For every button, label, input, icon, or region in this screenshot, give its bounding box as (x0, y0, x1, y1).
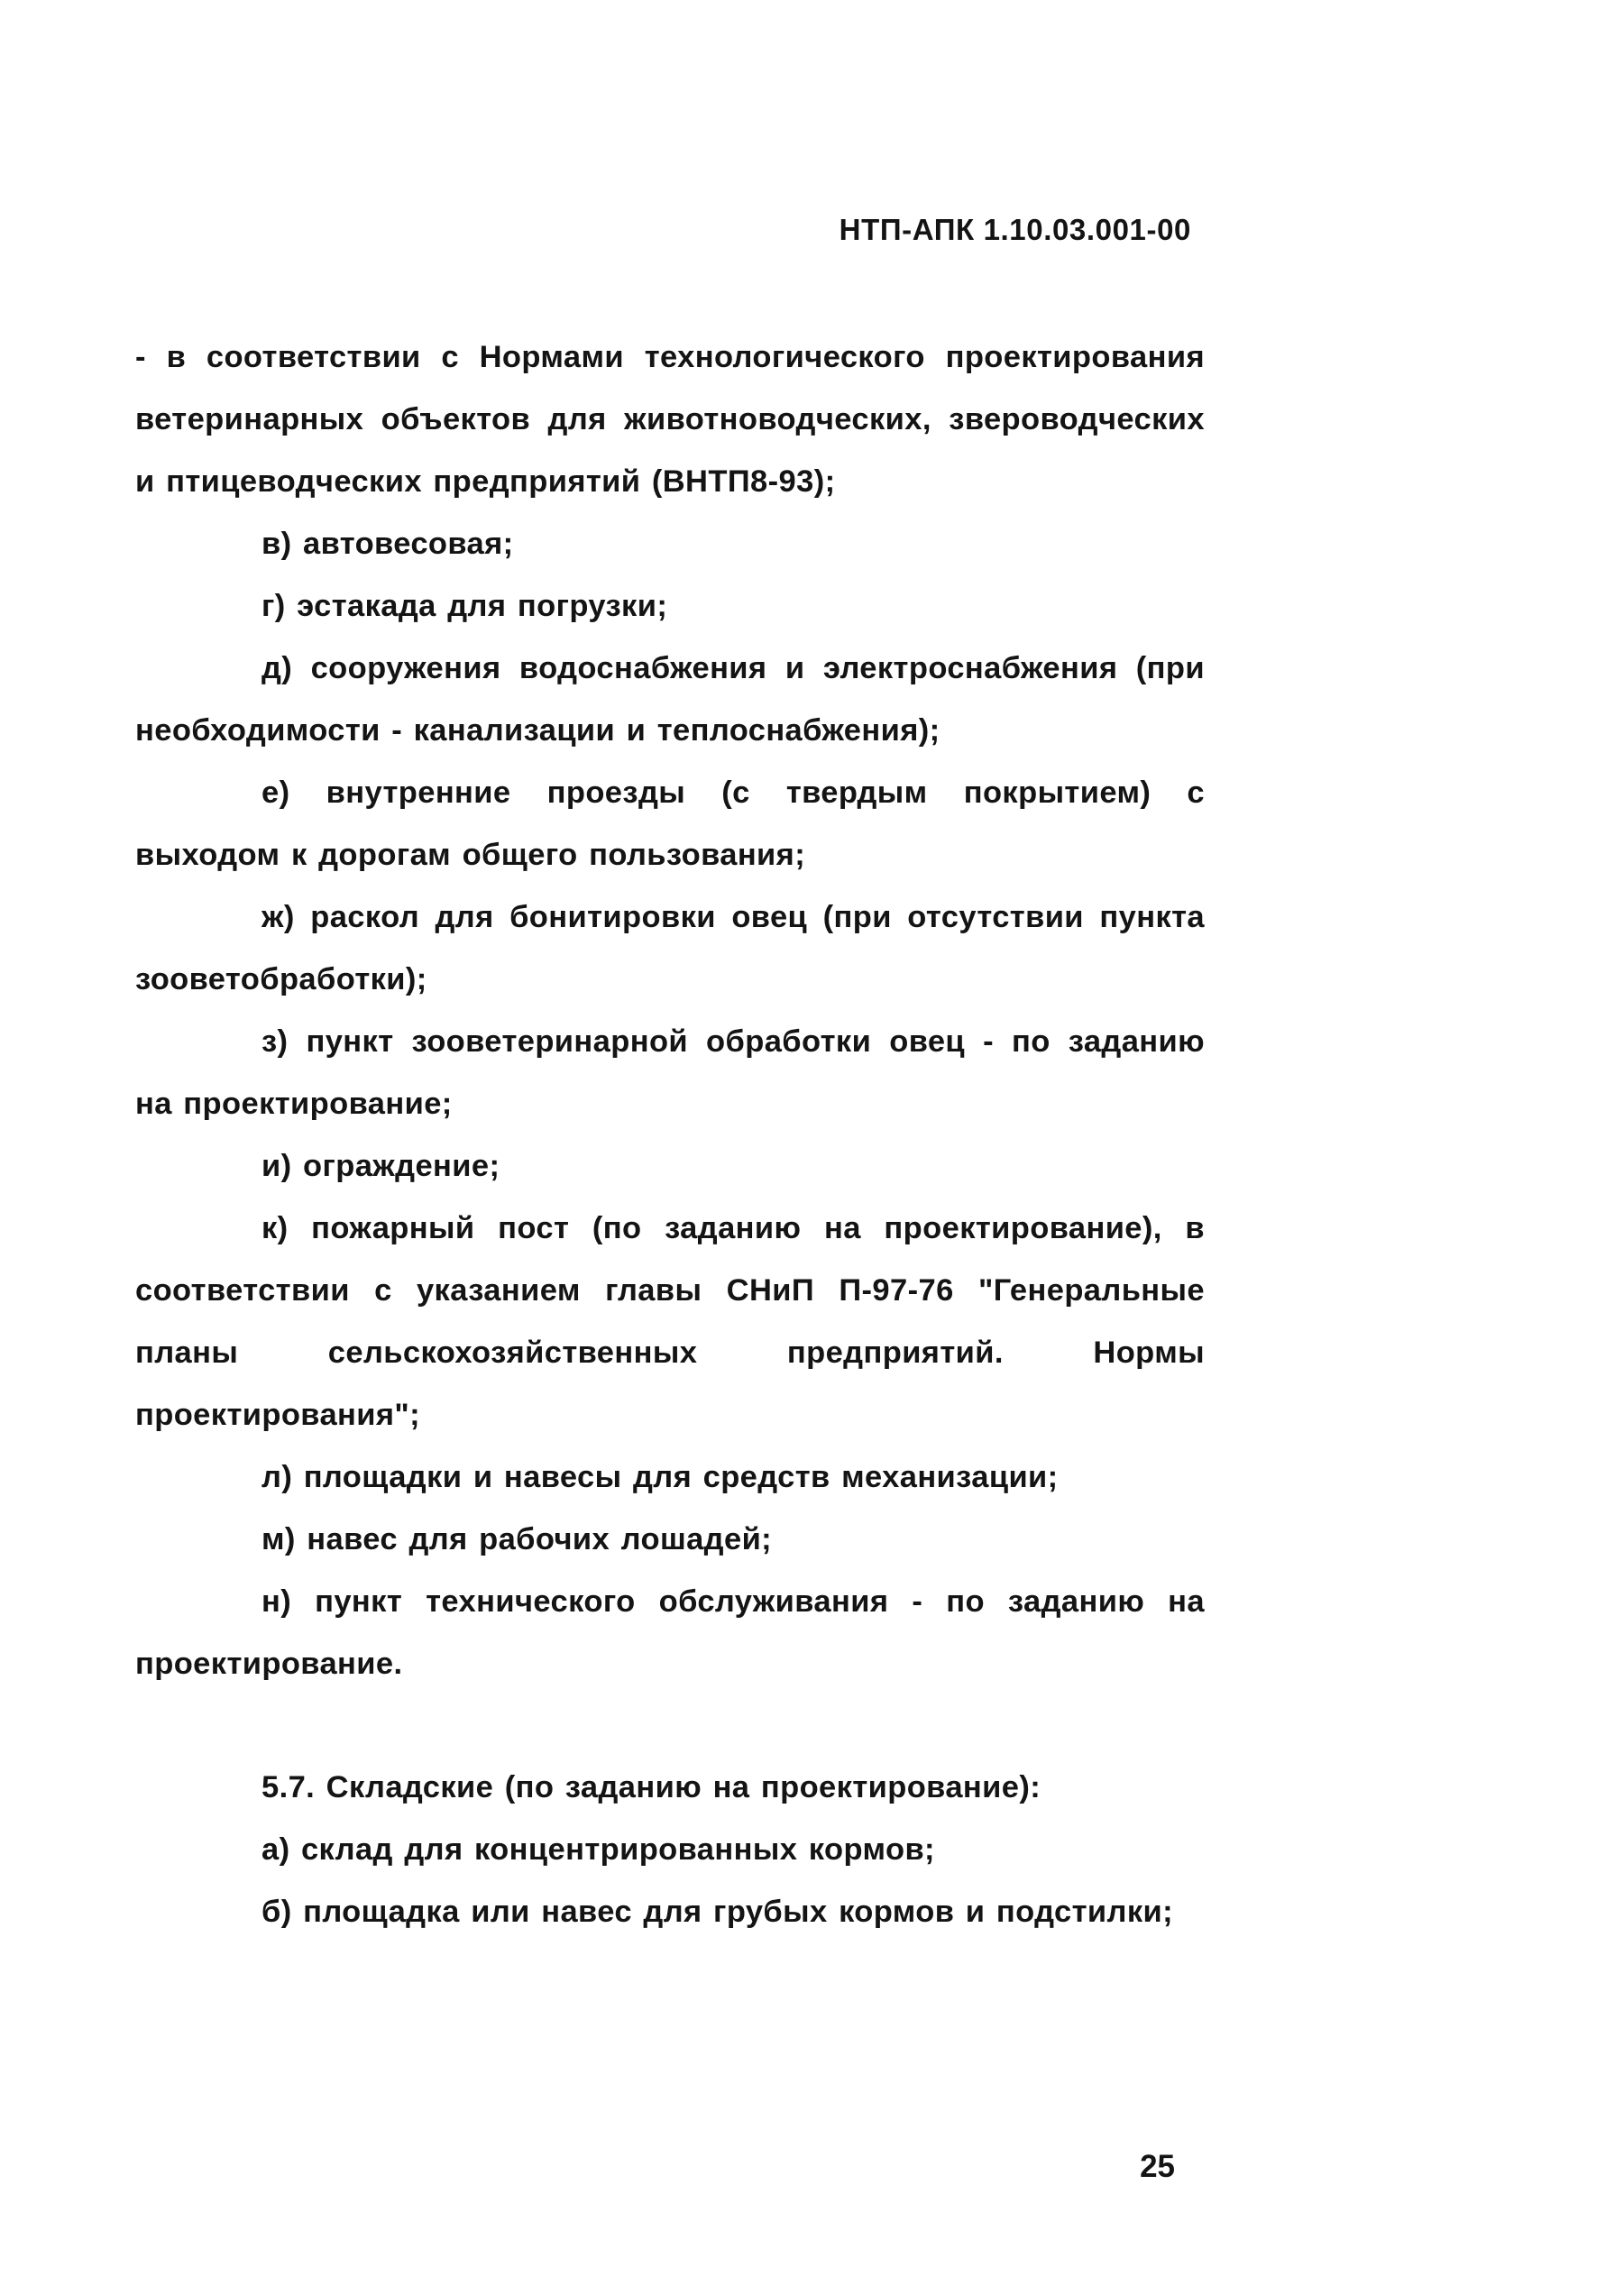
list-item: г) эстакада для погрузки; (261, 589, 668, 623)
list-item: з) пункт зооветеринарной обработки овец - по заданию на проектирование; (135, 1024, 1205, 1121)
document-code-header: НТП-АПК 1.10.03.001-00 (839, 213, 1191, 246)
list-item: ж) раскол для бонитировки овец (при отсутствии пункта зооветобработки); (135, 900, 1205, 996)
list-item: в) автовесовая; (261, 527, 514, 561)
list-item: н) пункт технического обслуживания - по заданию на проектирование. (135, 1584, 1205, 1681)
list-item: д) сооружения водоснабжения и электроснабжения (при необходимости - канализации и теплоснабжения); (135, 651, 1205, 748)
list-item: а) склад для концентрированных кормов; (261, 1832, 935, 1867)
list-item: и) ограждение; (261, 1149, 500, 1183)
page-number: 25 (1140, 2149, 1175, 2184)
list-item: к) пожарный пост (по заданию на проектирование), в соответствии с указанием главы СНиП П-97-76 "Генеральные планы сельскохозяйственных предприятий. Нормы проектирования"; (135, 1211, 1205, 1432)
document-body (135, 326, 1205, 1943)
list-item: м) навес для рабочих лошадей; (261, 1522, 773, 1556)
paragraph: - в соответствии с Нормами технологического проектирования ветеринарных объектов для животноводческих, звероводческих и птицеводческих предприятий (ВНТП8-93); (135, 340, 1205, 499)
list-item: б) площадка или навес для грубых кормов и подстилки; (261, 1895, 1173, 1929)
section-heading: 5.7. Складские (по заданию на проектирование): (261, 1770, 1041, 1804)
list-item: е) внутренние проезды (с твердым покрытием) с выходом к дорогам общего пользования; (135, 776, 1205, 872)
list-item: л) площадки и навесы для средств механизации; (261, 1460, 1059, 1494)
